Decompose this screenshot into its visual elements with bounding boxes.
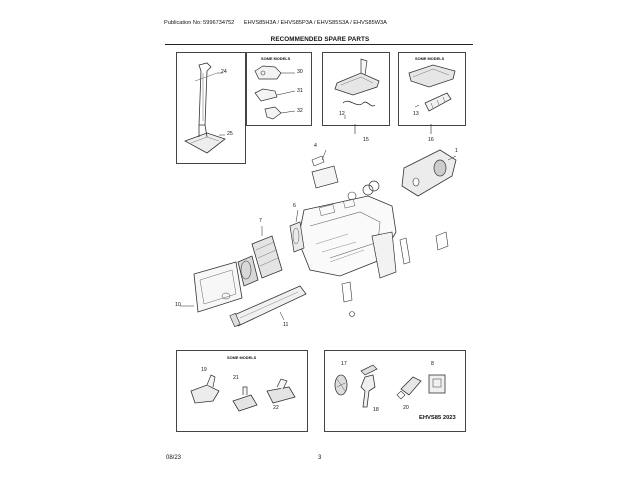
box-small-parts bbox=[324, 350, 466, 432]
part-number-22: 22 bbox=[273, 405, 279, 411]
part-number-16: 16 bbox=[428, 137, 434, 143]
diagram-code: EHVS85 2023 bbox=[419, 415, 456, 421]
part-number-31: 31 bbox=[297, 88, 303, 94]
model-list: EHVS85H3A / EHVS85P3A / EHVS85S3A / EHVS85W3A bbox=[243, 20, 387, 26]
part-number-20: 20 bbox=[403, 405, 409, 411]
part-number-4: 4 bbox=[314, 143, 317, 149]
part-number-1: 1 bbox=[455, 148, 458, 154]
part-number-11: 11 bbox=[283, 322, 289, 328]
part-number-32: 32 bbox=[297, 108, 303, 114]
box-accessory-tools bbox=[176, 350, 308, 432]
part-number-8: 8 bbox=[431, 361, 434, 367]
part-number-24: 24 bbox=[221, 69, 227, 75]
publication-number: Publication No: 5996734752 bbox=[164, 20, 235, 26]
footer-date: 08/23 bbox=[166, 455, 182, 461]
section-title: RECOMMENDED SPARE PARTS bbox=[270, 36, 370, 43]
part-number-7: 7 bbox=[259, 218, 262, 224]
part-number-30: 30 bbox=[297, 69, 303, 75]
part-number-15: 15 bbox=[363, 137, 369, 143]
part-number-17: 17 bbox=[341, 361, 347, 367]
part-number-13: 13 bbox=[413, 111, 419, 117]
box-heading-some-models: SOME MODELS bbox=[261, 56, 291, 61]
box-heading-some-models: SOME MODELS bbox=[415, 56, 445, 61]
accessory-tools-drawing bbox=[177, 351, 307, 431]
part-number-10: 10 bbox=[175, 302, 181, 308]
footer-page-number: 3 bbox=[318, 455, 322, 461]
part-number-21: 21 bbox=[233, 375, 239, 381]
part-number-19: 19 bbox=[201, 367, 207, 373]
box-heading-some-models: SOME MODELS bbox=[227, 355, 257, 360]
part-number-12-floor: 12 bbox=[339, 111, 345, 117]
part-number-18: 18 bbox=[373, 407, 379, 413]
part-number-25: 25 bbox=[227, 131, 233, 137]
part-number-6: 6 bbox=[293, 203, 296, 209]
